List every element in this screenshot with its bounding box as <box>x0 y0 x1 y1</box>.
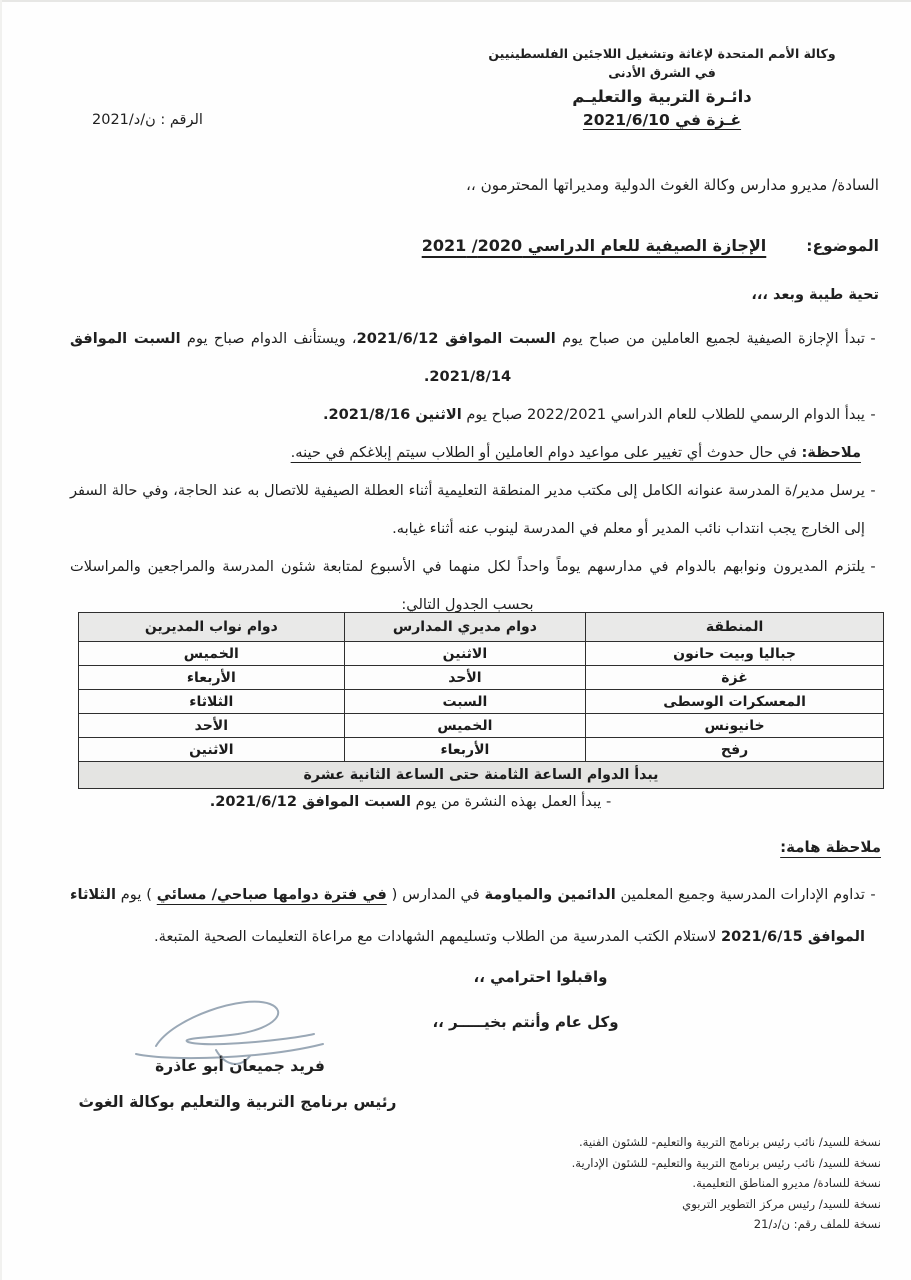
cc-line: نسخة للملف رقم: ن/د/21 <box>753 1217 881 1231</box>
table-footer-row <box>79 762 884 789</box>
text-run: تداوم الإدارات المدرسية وجميع المعلمين <box>615 886 865 903</box>
letterhead <box>457 44 867 129</box>
letter-body <box>70 320 881 624</box>
text-run-bold: الثلاثاء الموافق 2021/6/15 <box>70 886 865 945</box>
reference-number: الرقم : ن/د/2021 <box>92 112 203 128</box>
col-header-deputies: دوام نواب المديرين <box>79 613 345 642</box>
signer-title: رئيس برنامج التربية والتعليم بوكالة الغوث <box>78 1093 397 1111</box>
greeting: تحية طيبة وبعد ،،، <box>751 287 879 303</box>
scan-edge <box>0 0 911 2</box>
table-header-row <box>79 613 884 642</box>
text-run-bold-underline: في فترة دوامها صباحي/ مسائي <box>156 886 387 903</box>
table-row <box>79 714 884 738</box>
cc-line: نسخة للسيد/ نائب رئيس برنامج التربية والتعليم- للشئون الفنية. <box>578 1135 881 1149</box>
cell-area: رفح <box>586 738 884 762</box>
bullet-item-5 <box>40 793 781 810</box>
bullet-2-text <box>70 396 865 434</box>
table-row <box>79 666 884 690</box>
subject-label: الموضوع: <box>806 237 879 255</box>
text-run: ، ويستأنف الدوام صباح يوم <box>180 330 357 347</box>
cell-manager-day: الأربعاء <box>344 738 586 762</box>
dash-bullet-icon: - <box>606 793 612 810</box>
text-run-bold: الدائمين والمياومة <box>484 886 616 903</box>
closing-line-1: واقبلوا احترامي ،، <box>473 968 608 986</box>
dash-bullet-icon: - <box>870 886 876 903</box>
table-row <box>79 690 884 714</box>
cell-deputy-day: الأحد <box>79 714 345 738</box>
cell-area: غزة <box>586 666 884 690</box>
cell-deputy-day: الثلاثاء <box>79 690 345 714</box>
cell-manager-day: السبت <box>344 690 586 714</box>
bullet-item-3 <box>70 472 881 548</box>
table-row <box>79 738 884 762</box>
cc-line: نسخة للسادة/ مديرو المناطق التعليمية. <box>692 1176 881 1190</box>
cell-deputy-day: الأربعاء <box>79 666 345 690</box>
bullet-4-text: يلتزم المديرون ونوابهم بالدوام في مدارسهم يوماً واحداً لكل منهما في الأسبوع لمتابعة شئون المدرسة والمراجعين والمراسلات بحسب الجدول التالي: <box>70 558 865 613</box>
cc-line: نسخة للسيد/ رئيس مركز التطوير التربوي <box>682 1196 881 1211</box>
text-run: في المدارس ( <box>386 886 485 903</box>
text-run: لاستلام الكتب المدرسية من الطلاب وتسليمهم الشهادات مع مراعاة التعليمات الصحية المتبعة. <box>154 928 722 945</box>
department-name: دائـرة التربية والتعليـم <box>572 86 752 106</box>
cell-area: خانيونس <box>586 714 884 738</box>
scan-edge <box>0 0 2 1280</box>
org-name-line2: في الشرق الأدنى <box>608 65 716 80</box>
dash-bullet-icon: - <box>870 406 876 423</box>
org-name-line1: وكالة الأمم المتحدة لإغاثة وتشغيل اللاجئين الفلسطينيين <box>488 46 836 61</box>
bullet-item-1 <box>70 320 881 396</box>
note-line <box>70 434 861 472</box>
bullet-3-text: يرسل مدير/ة المدرسة عنوانه الكامل إلى مكتب مدير المنطقة التعليمية أثناء العطلة الصيفية للاتصال به عند الحاجة، وفي حالة السفر إلى الخارج يجب انتداب نائب المدير أو معلم في المدرسة لينوب عنه أثناء غيابه. <box>70 482 865 537</box>
text-run: ) يوم <box>115 886 157 903</box>
text-run: يبدأ الدوام الرسمي للطلاب للعام الدراسي 2022/2021 صباح يوم <box>461 406 865 423</box>
text-run-bold: السبت الموافق 2021/6/12 <box>356 330 556 347</box>
table-footer-note: يبدأ الدوام الساعة الثامنة حتى الساعة الثانية عشرة <box>79 762 884 789</box>
bullet-1-text <box>70 320 865 396</box>
text-run-bold: الاثنين 2021/8/16. <box>322 406 462 423</box>
bullet-item-6 <box>70 874 881 958</box>
cell-deputy-day: الاثنين <box>79 738 345 762</box>
cell-manager-day: الأحد <box>344 666 586 690</box>
cc-line: نسخة للسيد/ نائب رئيس برنامج التربية والتعليم- للشئون الإدارية. <box>571 1155 881 1170</box>
text-run-bold: السبت الموافق 2021/8/14. <box>70 330 512 385</box>
subject-text: الإجازة الصيفية للعام الدراسي 2020/ 2021 <box>421 236 767 255</box>
cell-area: المعسكرات الوسطى <box>586 690 884 714</box>
cell-manager-day: الاثنين <box>344 642 586 666</box>
bullet-item-2 <box>70 396 881 434</box>
cell-area: جباليا وبيت حانون <box>586 642 884 666</box>
note-label: ملاحظة: <box>801 444 861 461</box>
dash-bullet-icon: - <box>870 330 876 347</box>
col-header-area: المنطقة <box>586 613 884 642</box>
text-run-bold: السبت الموافق 2021/6/12. <box>209 793 412 810</box>
cell-manager-day: الخميس <box>344 714 586 738</box>
text-run: يبدأ العمل بهذه النشرة من يوم <box>411 793 602 810</box>
note-text: في حال حدوث أي تغيير على مواعيد دوام العاملين أو الطلاب سيتم إبلاغكم في حينه. <box>290 444 802 461</box>
salutation: السادة/ مديرو مدارس وكالة الغوث الدولية ومديراتها المحترمون ،، <box>466 176 879 194</box>
important-note-heading: ملاحظة هامة: <box>780 838 881 856</box>
closing-line-2: وكل عام وأنتم بخيـــــر ،، <box>432 1013 619 1031</box>
table-row <box>79 642 884 666</box>
bullet-6-text <box>70 874 865 958</box>
cc-list <box>572 1132 881 1235</box>
col-header-managers: دوام مديري المدارس <box>344 613 586 642</box>
duty-schedule-table <box>78 612 884 789</box>
dash-bullet-icon: - <box>870 482 876 499</box>
dash-bullet-icon: - <box>870 558 876 575</box>
cell-deputy-day: الخميس <box>79 642 345 666</box>
city-date: غـزة في 2021/6/10 <box>582 110 742 129</box>
subject-row <box>60 236 879 255</box>
signer-name: فريد جميعان أبو عاذرة <box>155 1057 325 1075</box>
text-run: تبدأ الإجازة الصيفية لجميع العاملين من صباح يوم <box>555 330 865 347</box>
